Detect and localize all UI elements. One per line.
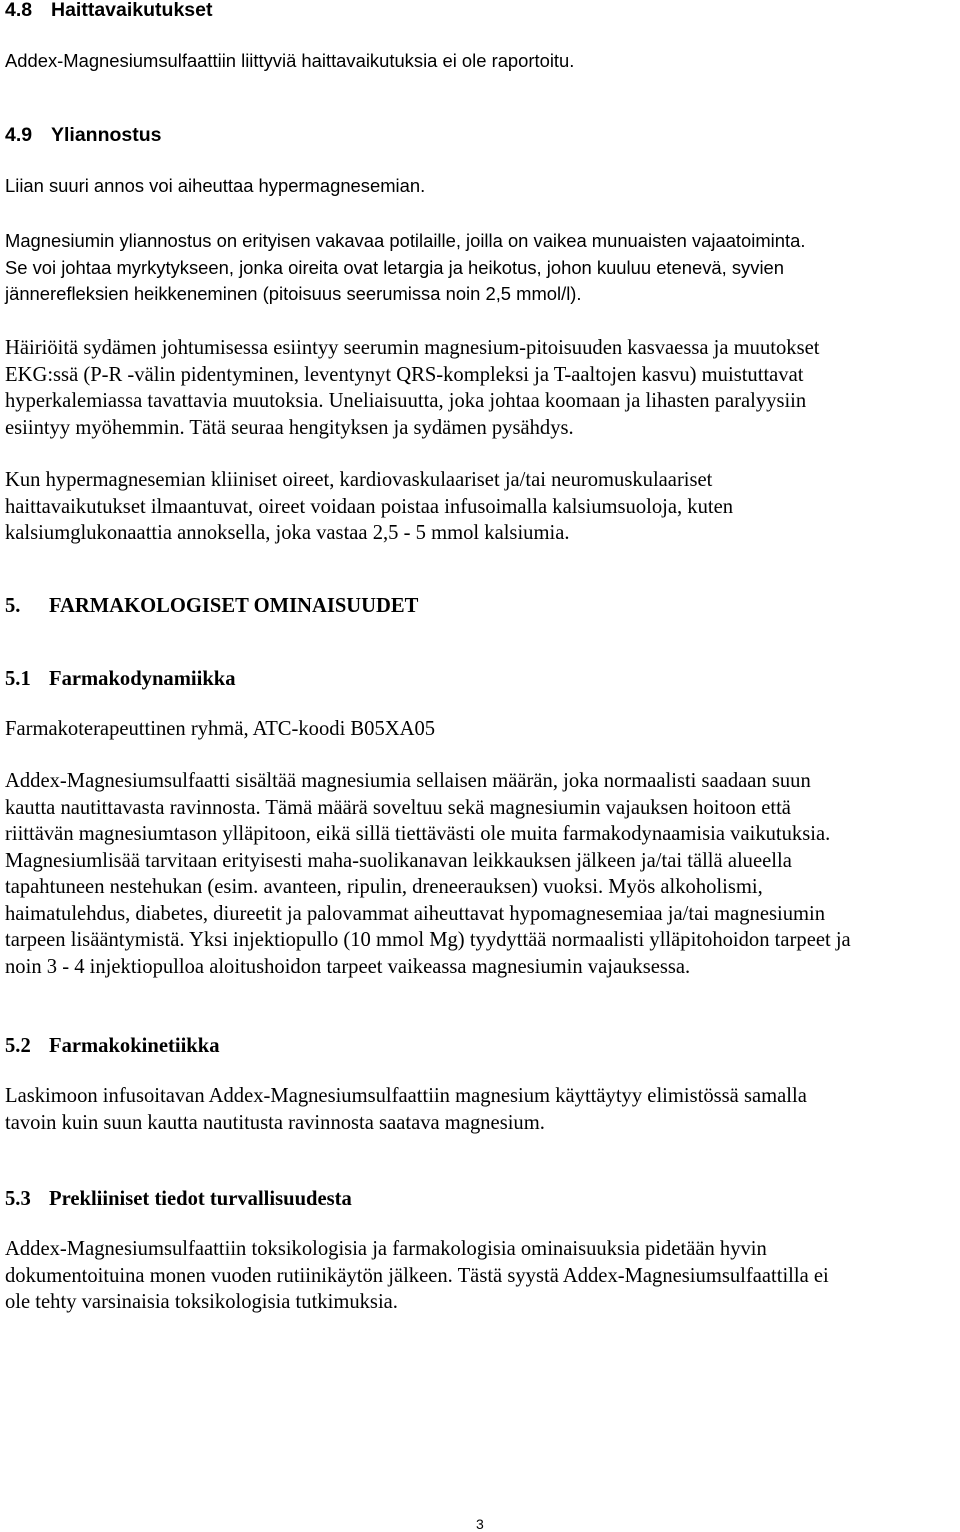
paragraph-5-1-2 — [5, 768, 851, 980]
section-title: Yliannostus — [51, 124, 162, 146]
paragraph-5-1-1: Farmakoterapeuttinen ryhmä, ATC-koodi B05XA05 — [5, 718, 436, 740]
text-line: hyperkalemiassa tavattavia muutoksia. Uneliaisuutta, joka johtaa koomaan ja lihasten paralyysiin — [5, 390, 807, 412]
section-title: FARMAKOLOGISET OMINAISUUDET — [49, 595, 419, 617]
text-line: ole tehty varsinaisia toksikologisia tutkimuksia. — [5, 1291, 398, 1313]
text-line: tapahtuneen nestehukan (esim. avanteen, ripulin, dreneerauksen) vuoksi. Myös alkoholismi, — [5, 876, 763, 898]
paragraph-4-9-1: Liian suuri annos voi aiheuttaa hypermagnesemian. — [5, 175, 426, 196]
page-number: 3 — [476, 1516, 484, 1532]
text-line: EKG:ssä (P-R -välin pidentyminen, leventynyt QRS-kompleksi ja T-aaltojen kasvu) muistuttavat — [5, 363, 804, 386]
text-line: Addex-Magnesiumsulfaattiin toksikologisia ja farmakologisia ominaisuuksia pidetään hyvin — [5, 1238, 767, 1260]
section-title: Farmakodynamiikka — [49, 668, 236, 690]
section-number: 5.1 — [5, 668, 31, 690]
text-line: kautta nautittavasta ravinnosta. Tämä määrä soveltuu sekä magnesiumin vajauksen hoitoon että — [5, 796, 791, 819]
text-line: Addex-Magnesiumsulfaatti sisältää magnesiumia sellaisen määrän, joka normaalisti saadaan suun — [5, 770, 811, 792]
section-title: Farmakokinetiikka — [49, 1035, 220, 1057]
text-line: Häiriöitä sydämen johtumisessa esiintyy seerumin magnesium-pitoisuuden kasvaessa ja muutokset — [5, 337, 820, 359]
heading-5-3 — [5, 1186, 352, 1212]
section-number: 5. — [5, 595, 21, 617]
section-title: Haittavaikutukset — [51, 0, 213, 21]
text-line: dokumentoituina monen vuoden rutiinikäytön jälkeen. Tästä syystä Addex-Magnesiumsulfaattilla ei — [5, 1264, 829, 1287]
paragraph-5-3-1 — [5, 1236, 829, 1316]
heading-4-8 — [5, 0, 212, 23]
text-line: tavoin kuin suun kautta nautitusta ravinnosta saatava magnesium. — [5, 1111, 545, 1134]
text-line: tarpeen lisääntymistä. Yksi injektiopullo (10 mmol Mg) tyydyttää normaalisti ylläpitohoidon tarpeet ja — [5, 929, 851, 951]
paragraph-4-9-4 — [5, 467, 733, 547]
heading-5-2 — [5, 1033, 220, 1059]
heading-5-1 — [5, 666, 236, 692]
text-line: noin 3 - 4 injektiopulloa aloitushoidon tarpeet vaikeassa magnesiumin vajauksessa. — [5, 955, 691, 978]
heading-5 — [5, 593, 418, 619]
text-line: Laskimoon infusoitavan Addex-Magnesiumsulfaattiin magnesium käyttäytyy elimistössä samalla — [5, 1085, 807, 1107]
section-number: 4.8 — [5, 0, 33, 21]
text-line: haittavaikutukset ilmaantuvat, oireet voidaan poistaa infusoimalla kalsiumsuoloja, kuten — [5, 495, 734, 518]
section-title: Prekliiniset tiedot turvallisuudesta — [49, 1188, 352, 1210]
text-line: Magnesiumlisää tarvitaan erityisesti maha-suolikanavan leikkauksen jälkeen ja/tai tällä alueella — [5, 849, 792, 872]
section-number: 5.2 — [5, 1035, 31, 1057]
text-line: Se voi johtaa myrkytykseen, jonka oireita ovat letargia ja heikotus, johon kuuluu etenevä, syvien — [5, 256, 784, 278]
section-number: 4.9 — [5, 124, 33, 146]
paragraph-4-9-3 — [5, 335, 819, 441]
section-number: 5.3 — [5, 1188, 31, 1210]
paragraph-5-2-1 — [5, 1083, 807, 1136]
text-line: riittävän magnesiumtason ylläpitoon, eikä sillä tiettävästi ole muita farmakodynaamisia vaikutuksia. — [5, 823, 831, 845]
text-line: Kun hypermagnesemian kliiniset oireet, kardiovaskulaariset ja/tai neuromuskulaariset — [5, 469, 713, 491]
text-line: jännerefleksien heikkeneminen (pitoisuus seerumissa noin 2,5 mmol/l). — [5, 283, 582, 304]
paragraph-4-9-2 — [5, 228, 805, 308]
text-line: esiintyy myöhemmin. Tätä seuraa hengityksen ja sydämen pysähdys. — [5, 416, 574, 439]
text-line: kalsiumglukonaattia annoksella, joka vastaa 2,5 - 5 mmol kalsiumia. — [5, 522, 570, 544]
paragraph-4-8: Addex-Magnesiumsulfaattiin liittyviä haittavaikutuksia ei ole raportoitu. — [5, 50, 575, 71]
text-line: haimatulehdus, diabetes, diureetit ja palovammat aiheuttavat hypomagnesemiaa ja/tai magnesiumin — [5, 902, 826, 925]
heading-4-9 — [5, 122, 162, 148]
text-line: Magnesiumin yliannostus on erityisen vakavaa potilaille, joilla on vaikea munuaisten vajaatoiminta. — [5, 230, 806, 251]
